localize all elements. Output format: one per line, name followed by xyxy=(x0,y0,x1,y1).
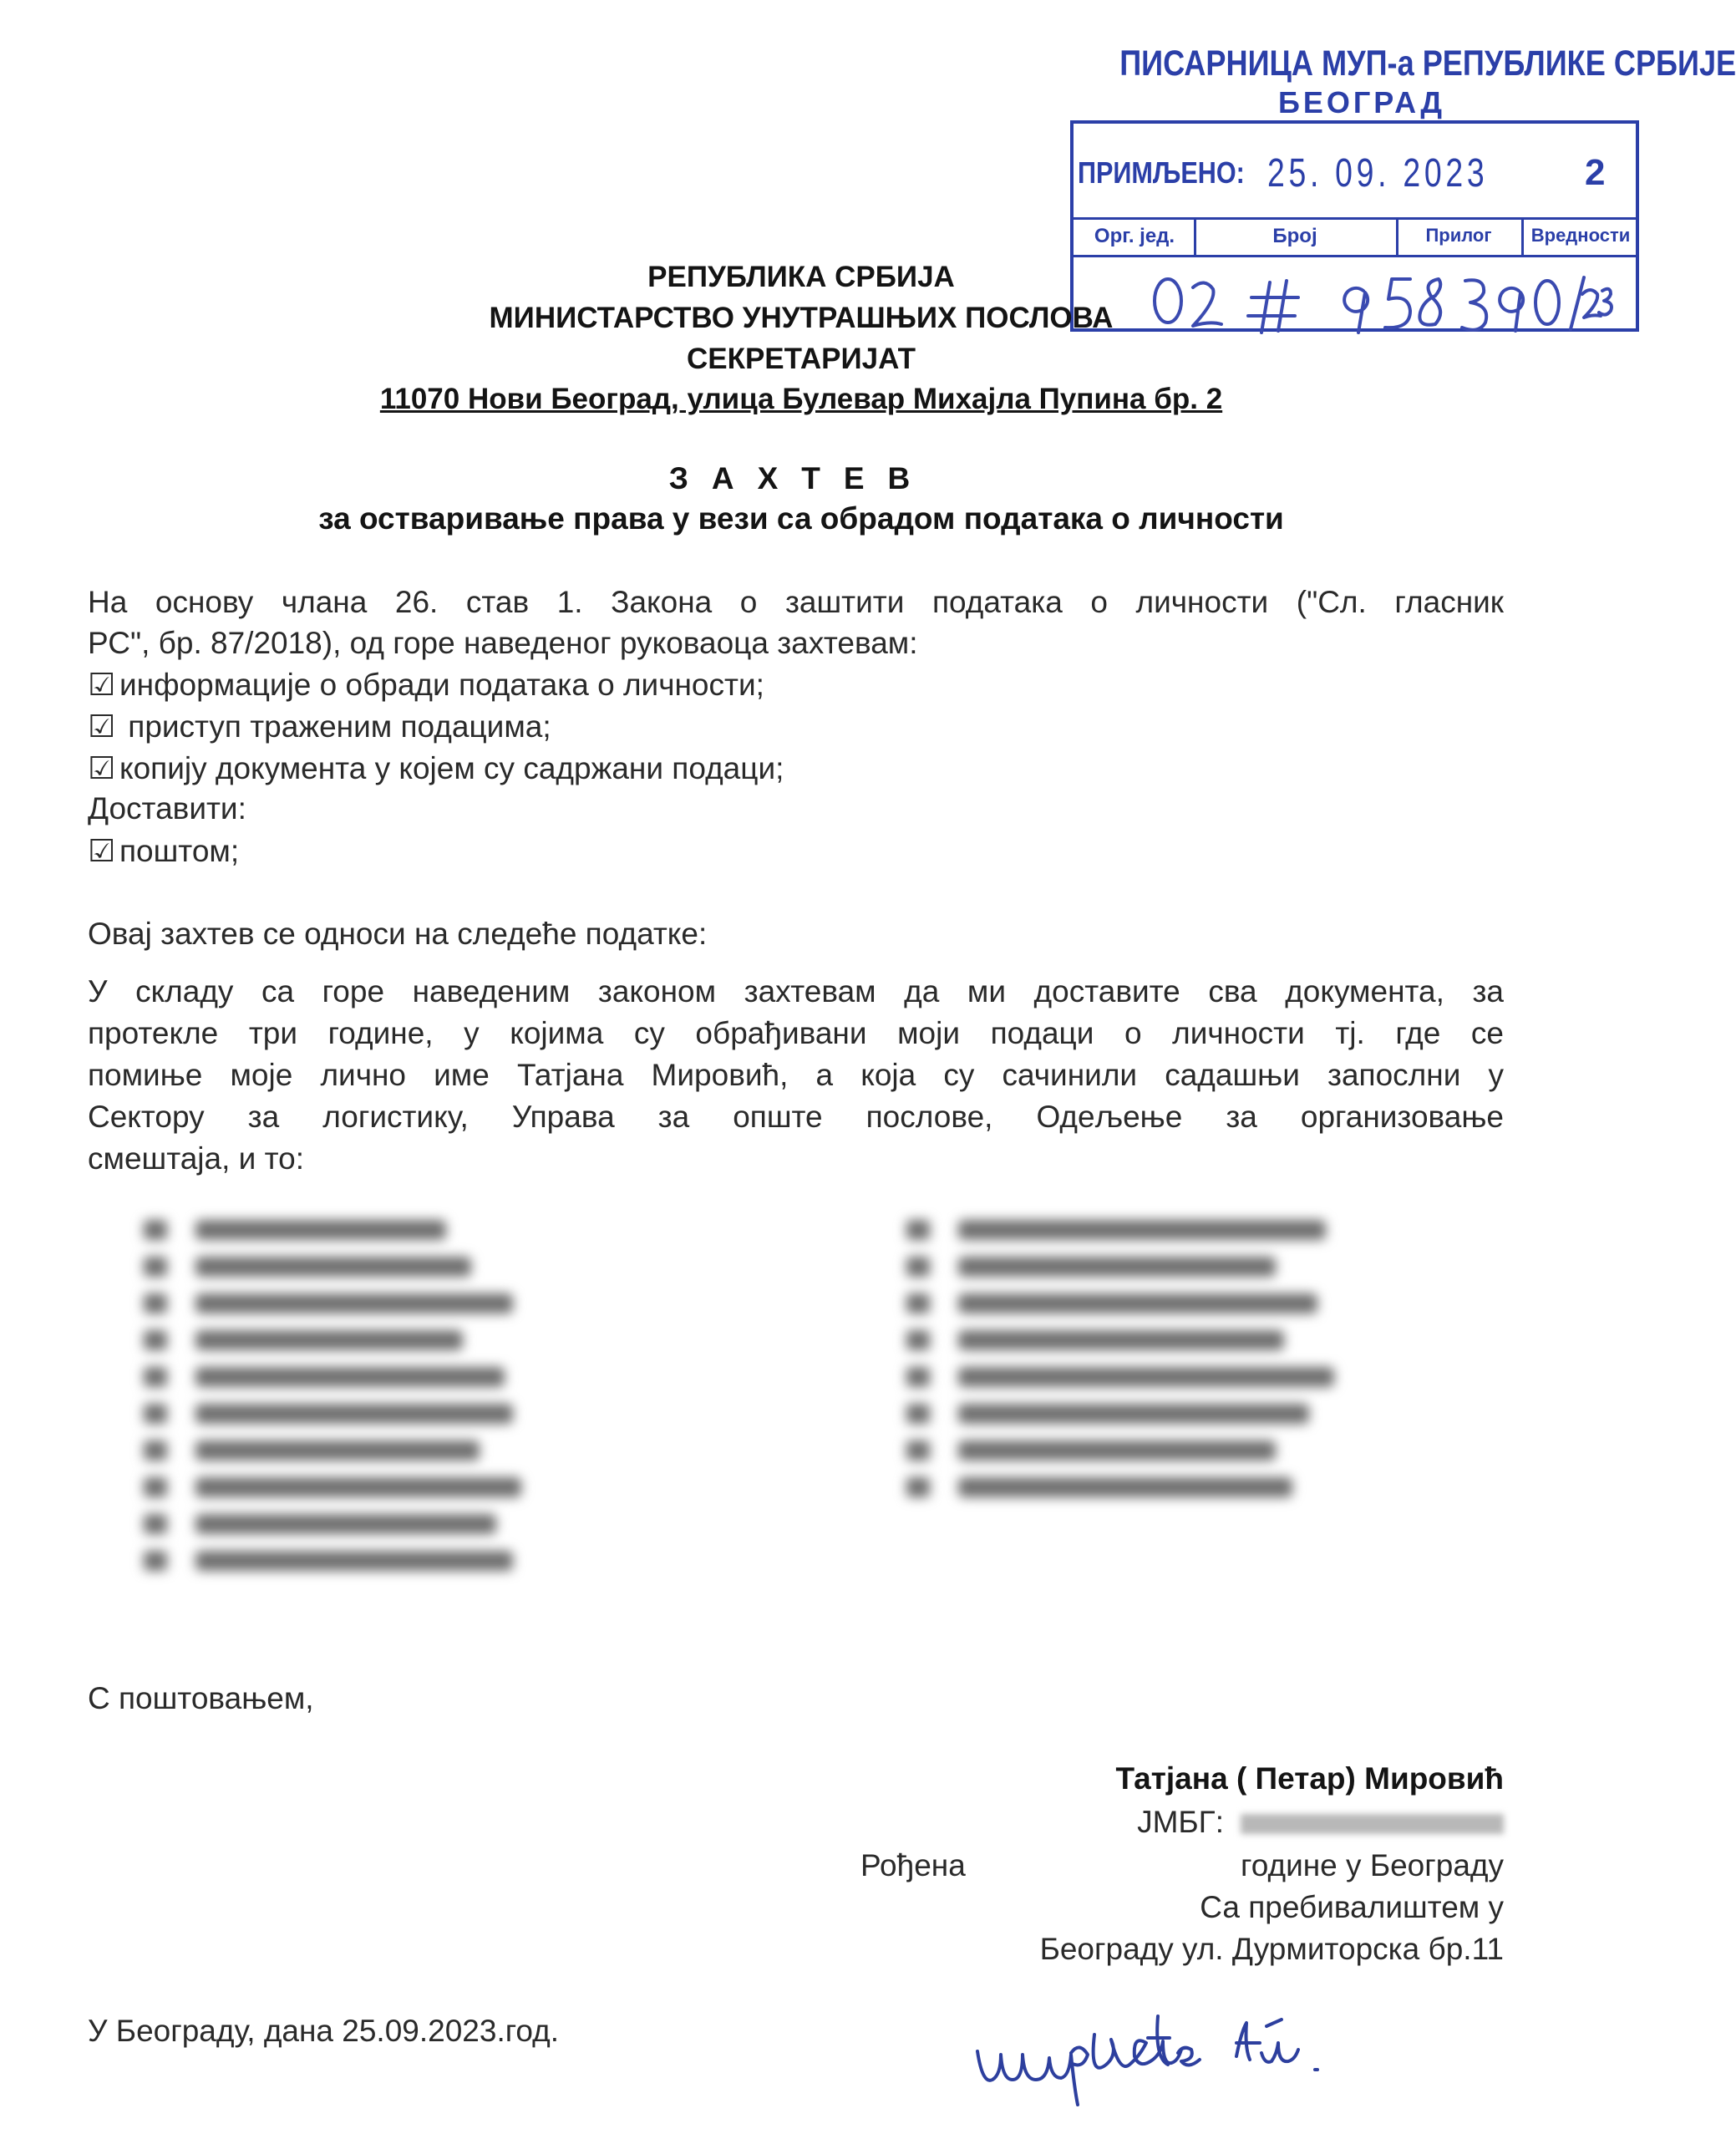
jmbg-redacted xyxy=(1241,1814,1504,1834)
document-subtitle: за остваривање права у вези са обрадом података о личности xyxy=(318,501,1284,536)
paragraph-line-2: протекле три године, у којима су обрађивани моји подаци о личности тј. где се xyxy=(88,1016,1504,1050)
request-item xyxy=(88,667,764,703)
stamp-col-number: Број xyxy=(1272,225,1317,247)
request-label: приступ траженим подацима; xyxy=(119,709,551,744)
header-address: 11070 Нови Београд, улица Булевар Михајла Пупина бр. 2 xyxy=(379,383,1223,415)
signer-jmbg xyxy=(1137,1805,1504,1840)
intro-line-1: На основу члана 26. став 1. Закона о заштити података о личности ("Сл. гласник xyxy=(88,585,1504,619)
redacted-list-left xyxy=(144,1216,545,1583)
closing: С поштовањем, xyxy=(88,1681,314,1715)
request-label: копију документа у којем су садржани подаци; xyxy=(119,751,784,785)
intro-line-2: РС", бр. 87/2018), од горе наведеног руковаоца захтевам: xyxy=(88,626,918,660)
request-label: информације о обради података о личности; xyxy=(119,668,764,702)
header-secretariat: СЕКРЕТАРИЈАТ xyxy=(686,343,916,375)
handwritten-signature xyxy=(969,2001,1370,2118)
signer-name: Татјана ( Петар) Мировић xyxy=(1115,1761,1504,1796)
jmbg-label: ЈМБГ: xyxy=(1137,1805,1224,1839)
stamp-received-date: 25. 09. 2023 xyxy=(1267,151,1489,196)
header-ministry: МИНИСТАРСТВО УНУТРАШЊИХ ПОСЛОВА xyxy=(489,302,1114,334)
residence-line-1: Са пребивалиштем у xyxy=(1200,1890,1504,1924)
stamp-col-values: Вредности xyxy=(1530,225,1631,246)
paragraph-line-3: помиње моје лично име Татјана Мировић, а која су сачинили садашњи запослни у xyxy=(88,1058,1504,1092)
stamp-number: 2 xyxy=(1585,152,1606,193)
stamp-city: БЕОГРАД xyxy=(1277,85,1446,119)
delivery-item xyxy=(88,833,239,869)
checked-checkbox-icon: ☑ xyxy=(88,751,116,785)
header-country: РЕПУБЛИКА СРБИЈА xyxy=(647,261,955,293)
born-place: године у Београду xyxy=(1241,1848,1504,1882)
place-date: У Београду, дана 25.09.2023.год. xyxy=(88,2014,560,2048)
request-item xyxy=(88,709,551,744)
checked-checkbox-icon: ☑ xyxy=(88,709,116,744)
request-item xyxy=(88,750,784,786)
data-intro: Овај захтев се односи на следеће податке: xyxy=(88,917,708,951)
stamp-received-label: ПРИМЉЕНО: xyxy=(1078,155,1245,190)
delivery-option: поштом; xyxy=(119,834,240,868)
stamp-title: ПИСАРНИЦА МУП-а РЕПУБЛИКЕ СРБИЈЕ xyxy=(1119,43,1736,84)
residence-line-2: Београду ул. Дурмиторска бр.11 xyxy=(1039,1932,1504,1966)
checked-checkbox-icon: ☑ xyxy=(88,834,116,868)
born-label: Рођена xyxy=(860,1848,966,1882)
stamp-col-attachment: Прилог xyxy=(1425,225,1492,246)
redacted-list-right xyxy=(906,1216,1341,1510)
document-title: ЗАХТЕВ xyxy=(668,461,934,495)
delivery-label: Доставити: xyxy=(88,791,246,826)
paragraph-line-1: У складу са горе наведеним законом захтевам да ми доставите сва документа, за xyxy=(88,974,1504,1009)
paragraph-line-4: Сектору за логистику, Управа за опште послове, Одељење за организовање xyxy=(88,1100,1504,1134)
checked-checkbox-icon: ☑ xyxy=(88,668,116,702)
paragraph-line-5: смештаја, и то: xyxy=(88,1141,304,1176)
stamp-col-org: Орг. јед. xyxy=(1094,225,1175,247)
